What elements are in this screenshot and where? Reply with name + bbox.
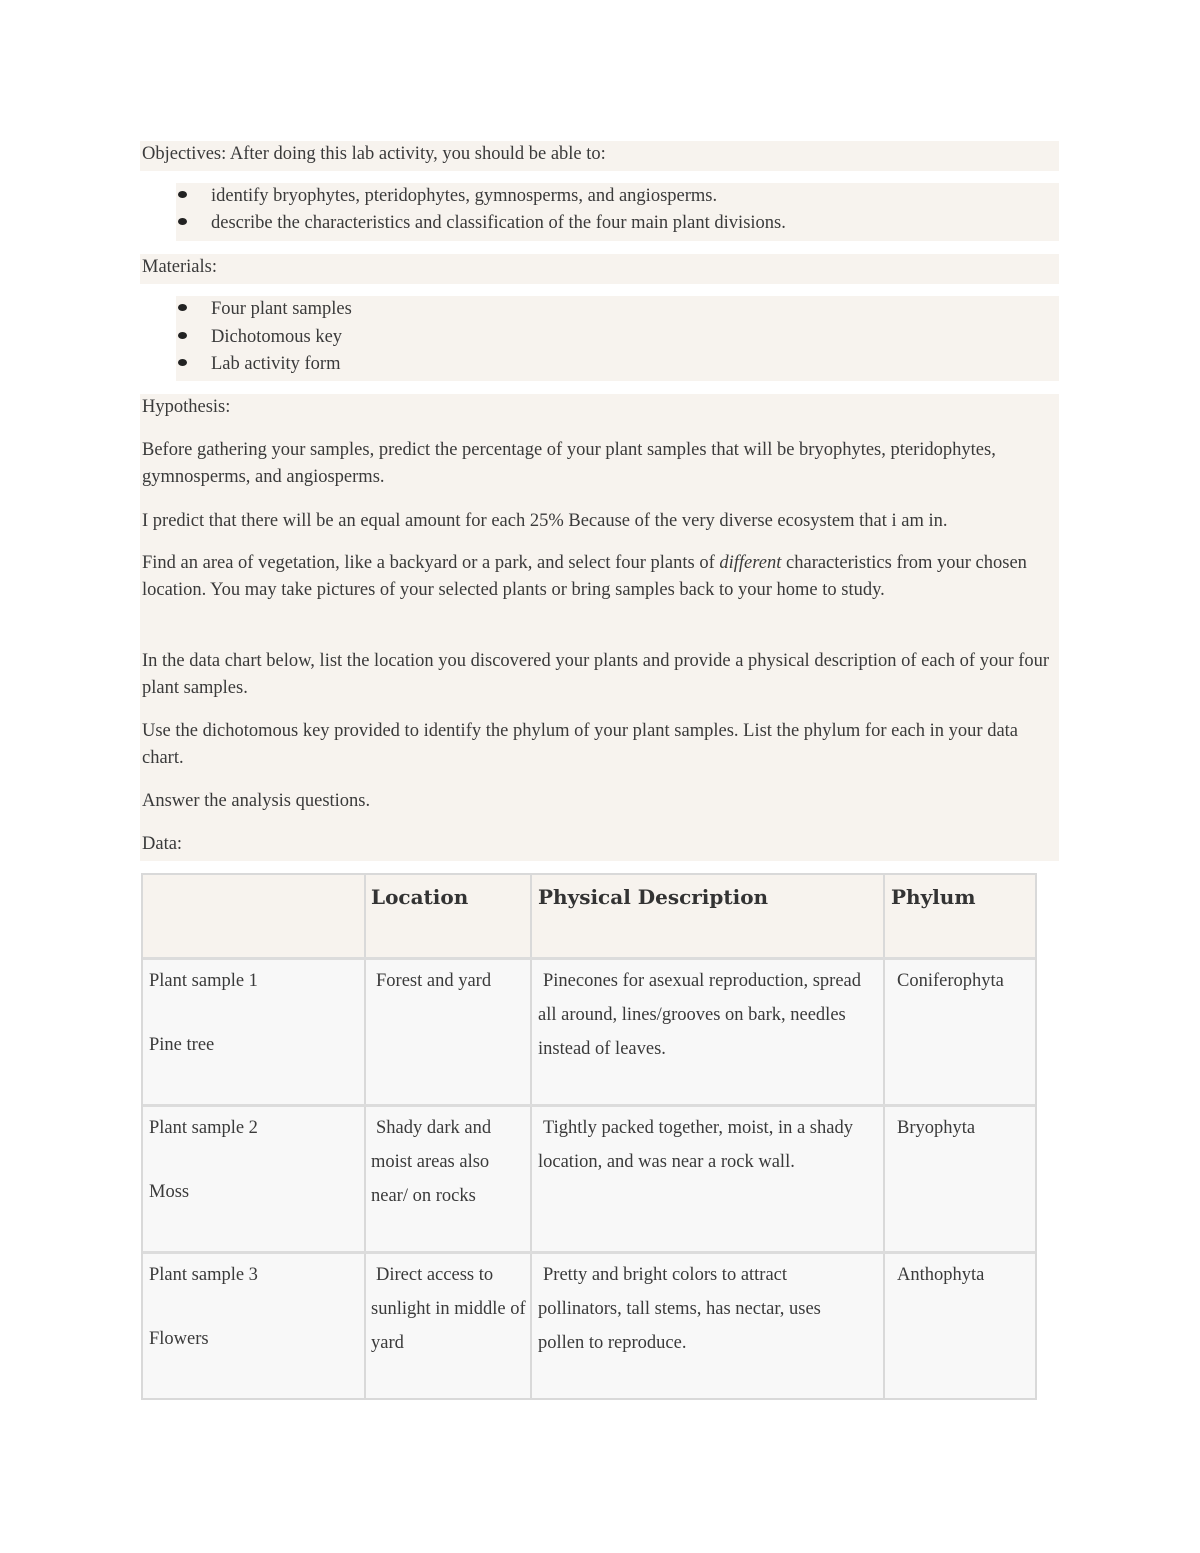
material-item bbox=[178, 324, 342, 351]
hypothesis-prompt: Before gathering your samples, predict the percentage of your plant samples that will be bryophytes, pteridophytes, gymnosperms, and angiosperms. bbox=[142, 440, 996, 487]
table-cell-location: Forest and yard bbox=[376, 971, 492, 991]
table-row-plant-name: Flowers bbox=[149, 1329, 209, 1349]
header-location: Location bbox=[371, 885, 469, 909]
procedure-step-1-emphasis: different bbox=[719, 553, 782, 573]
material-item bbox=[178, 351, 340, 378]
row-divider bbox=[143, 1104, 1035, 1107]
column-divider bbox=[364, 875, 366, 1398]
table-row-sample-label: Plant sample 3 bbox=[149, 1265, 258, 1285]
bullet-icon bbox=[178, 359, 187, 366]
bullet-icon bbox=[178, 304, 187, 311]
materials-heading: Materials: bbox=[142, 257, 218, 277]
row-divider bbox=[143, 1251, 1035, 1254]
column-divider bbox=[530, 875, 532, 1398]
location-text: Direct access to sunlight in middle of yard bbox=[371, 1265, 526, 1353]
material-item-text: Dichotomous key bbox=[211, 327, 343, 347]
data-table bbox=[141, 873, 1037, 1400]
description-text: Tightly packed together, moist, in a shady location, and was near a rock wall. bbox=[538, 1118, 853, 1172]
procedure-step-1-text: Find an area of vegetation, like a backyard or a park, and select four plants of bbox=[142, 553, 720, 573]
procedure-step-1 bbox=[142, 550, 1052, 604]
description-text: Pretty and bright colors to attract pollinators, tall stems, has nectar, uses pollen to reproduce. bbox=[538, 1265, 821, 1353]
table-cell-location bbox=[371, 1111, 523, 1213]
objective-item bbox=[178, 210, 786, 237]
column-divider bbox=[883, 875, 885, 1398]
procedure-step-3: Use the dichotomous key provided to identify the phylum of your plant samples. List the phylum for each in your data chart. bbox=[142, 721, 1019, 768]
table-cell-phylum: Anthophyta bbox=[897, 1265, 985, 1285]
bullet-icon bbox=[178, 332, 187, 339]
table-cell-description bbox=[538, 1111, 868, 1179]
material-item bbox=[178, 296, 352, 323]
row-divider bbox=[143, 957, 1035, 960]
table-row-plant-name: Pine tree bbox=[149, 1035, 215, 1055]
table-cell-description bbox=[538, 1258, 868, 1360]
procedure-step-2: In the data chart below, list the location you discovered your plants and provide a physical description of each of your four plant samples. bbox=[142, 651, 1050, 698]
table-cell-phylum: Bryophyta bbox=[897, 1118, 976, 1138]
procedure-step-1-text-end: characteristics from your chosen location. You may take pictures of your selected plants or bring samples back to your home to study. bbox=[142, 553, 1027, 600]
hypothesis-answer: I predict that there will be an equal amount for each 25% Because of the very diverse ecosystem that i am in. bbox=[142, 511, 948, 531]
materials-heading-shade bbox=[140, 254, 1059, 284]
data-heading: Data: bbox=[142, 834, 183, 854]
location-text: Shady dark and moist areas also near/ on rocks bbox=[371, 1118, 492, 1206]
bullet-icon bbox=[178, 218, 187, 225]
hypothesis-heading: Hypothesis: bbox=[142, 397, 231, 417]
procedure-step-4: Answer the analysis questions. bbox=[142, 791, 371, 811]
table-cell-phylum: Coniferophyta bbox=[897, 971, 1004, 991]
table-cell-description bbox=[538, 964, 880, 1066]
objective-item bbox=[178, 183, 717, 210]
table-row-sample-label: Plant sample 2 bbox=[149, 1118, 258, 1138]
table-row-sample-label: Plant sample 1 bbox=[149, 971, 258, 991]
header-physical-description: Physical Description bbox=[538, 885, 769, 909]
material-item-text: Lab activity form bbox=[211, 354, 341, 374]
objective-item-text: identify bryophytes, pteridophytes, gymnosperms, and angiosperms. bbox=[211, 186, 718, 206]
objectives-heading: Objectives: After doing this lab activity, you should be able to: bbox=[142, 144, 606, 164]
table-row-plant-name: Moss bbox=[149, 1182, 190, 1202]
material-item-text: Four plant samples bbox=[211, 299, 352, 319]
objective-item-text: describe the characteristics and classification of the four main plant divisions. bbox=[211, 213, 786, 233]
description-text: Pinecones for asexual reproduction, spread all around, lines/grooves on bark, needles instead of leaves. bbox=[538, 971, 861, 1059]
bullet-icon bbox=[178, 191, 187, 198]
table-cell-location bbox=[371, 1258, 528, 1360]
header-phylum: Phylum bbox=[891, 885, 976, 909]
